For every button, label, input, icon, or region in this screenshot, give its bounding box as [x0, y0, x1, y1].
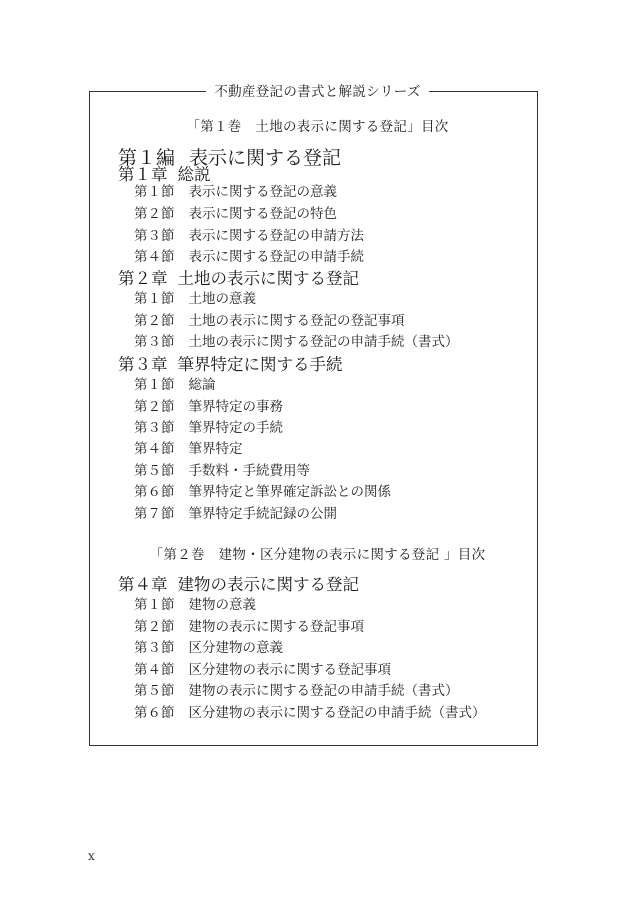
section-title: 表示に関する登記の申請手続 [188, 249, 364, 265]
section-title: 建物の表示に関する登記の申請手続（書式） [188, 683, 459, 699]
section-title: 区分建物の意義 [188, 640, 283, 656]
section-title: 表示に関する登記の申請方法 [188, 228, 364, 244]
toc-section-entry [134, 375, 216, 395]
section-title: 土地の表示に関する登記の申請手続（書式） [188, 334, 459, 350]
section-title: 建物の意義 [188, 597, 256, 613]
section-title: 筆界特定 [188, 441, 243, 457]
chapter-number: 第４章 [118, 575, 168, 594]
toc-section-entry [134, 182, 337, 202]
section-title: 区分建物の表示に関する登記の申請手続（書式） [188, 705, 486, 721]
section-number: 第５節 [134, 463, 175, 479]
chapter-title: 土地の表示に関する登記 [177, 269, 359, 288]
section-title: 筆界特定手続記録の公開 [188, 506, 337, 522]
section-number: 第６節 [134, 705, 175, 721]
section-number: 第３節 [134, 228, 175, 244]
toc-section-entry [134, 439, 243, 459]
section-title: 筆界特定の手続 [188, 420, 283, 436]
toc-section-entry [134, 418, 283, 438]
section-number: 第６節 [134, 484, 175, 500]
toc-section-entry [134, 397, 283, 417]
section-number: 第２節 [134, 313, 175, 329]
section-title: 総論 [188, 377, 216, 393]
toc-section-entry [134, 332, 459, 352]
section-title: 筆界特定の事務 [188, 399, 283, 415]
section-number: 第５節 [134, 683, 175, 699]
section-number: 第１節 [134, 597, 175, 613]
toc-section-entry [134, 703, 486, 723]
toc-section-entry [134, 482, 391, 502]
section-number: 第４節 [134, 441, 175, 457]
section-title: 手数料・手続費用等 [188, 463, 310, 479]
toc-section-entry [134, 289, 256, 309]
section-number: 第３節 [134, 334, 175, 350]
section-number: 第１節 [134, 184, 175, 200]
part-title: 表示に関する登記 [189, 147, 342, 169]
section-number: 第１節 [134, 377, 175, 393]
toc-section-entry [134, 617, 364, 637]
section-number: 第２節 [134, 619, 175, 635]
chapter-number: 第１章 [118, 165, 168, 184]
chapter-number: 第３章 [118, 355, 168, 374]
section-title: 筆界特定と筆界確定訴訟との関係 [188, 484, 391, 500]
section-number: 第４節 [134, 662, 175, 678]
series-title-text: 不動産登記の書式と解説シリーズ [206, 82, 428, 102]
toc-section-entry [134, 595, 256, 615]
section-title: 土地の表示に関する登記の登記事項 [188, 313, 405, 329]
toc-section-entry [134, 461, 310, 481]
chapter-4-heading [118, 574, 359, 596]
toc-section-entry [134, 504, 337, 524]
chapter-title: 筆界特定に関する手続 [177, 355, 343, 374]
volume2-title: 「第２巻 建物・区分建物の表示に関する登記 」目次 [149, 547, 486, 563]
toc-section-entry [134, 638, 283, 658]
section-number: 第７節 [134, 506, 175, 522]
chapter-2-heading [118, 268, 359, 290]
toc-section-entry [134, 247, 364, 267]
section-title: 区分建物の表示に関する登記事項 [188, 662, 391, 678]
section-number: 第１節 [134, 291, 175, 307]
toc-section-entry [134, 660, 391, 680]
volume1-title: 「第１巻 土地の表示に関する登記」目次 [186, 119, 449, 135]
section-number: 第２節 [134, 206, 175, 222]
part-number: 第１編 [118, 147, 176, 169]
chapter-title: 総説 [177, 165, 211, 184]
section-title: 土地の意義 [188, 291, 256, 307]
toc-section-entry [134, 226, 364, 246]
page-number: x [88, 849, 95, 863]
toc-section-entry [134, 204, 337, 224]
section-title: 建物の表示に関する登記事項 [188, 619, 364, 635]
toc-section-entry [134, 311, 405, 331]
toc-section-entry [134, 681, 459, 701]
section-title: 表示に関する登記の意義 [188, 184, 337, 200]
section-number: 第４節 [134, 249, 175, 265]
section-number: 第２節 [134, 399, 175, 415]
section-title: 表示に関する登記の特色 [188, 206, 337, 222]
section-number: 第３節 [134, 640, 175, 656]
chapter-title: 建物の表示に関する登記 [177, 575, 359, 594]
section-number: 第３節 [134, 420, 175, 436]
chapter-number: 第２章 [118, 269, 168, 288]
chapter-3-heading [118, 354, 343, 376]
